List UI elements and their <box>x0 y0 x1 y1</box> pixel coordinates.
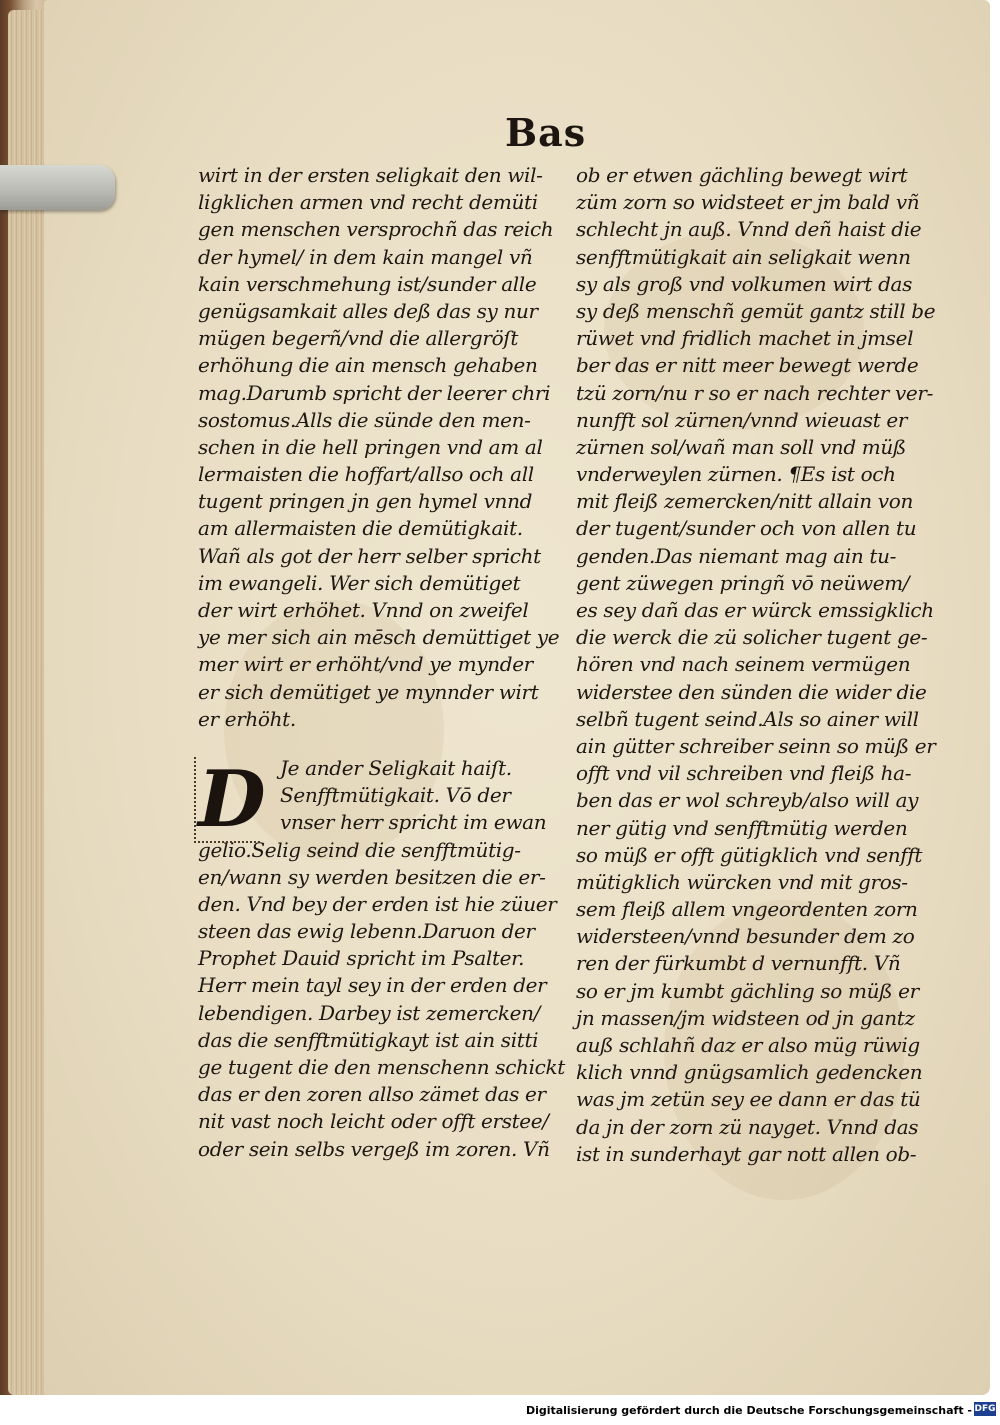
text-line: ob er etwen gächling bewegt wirt <box>576 163 908 187</box>
text-line: den. Vnd bey der erden ist hie züuer <box>198 891 557 916</box>
text-line: jn massen/jm widsteen od jn gantz <box>576 1005 915 1030</box>
text-line: ner gütig vnd senfftmütig werden <box>576 815 908 840</box>
text-line: auß schlahñ daz er also müg rüwig <box>576 1033 920 1057</box>
paragraph-1 <box>198 162 560 733</box>
text-line: offt vnd vil schreiben vnd fleiß ha- <box>576 761 912 786</box>
right-column <box>576 162 946 1168</box>
text-line: das die senfftmütigkayt ist ain sitti <box>198 1027 539 1052</box>
text-line: nit vast noch leicht oder offt erstee/ <box>198 1109 549 1134</box>
text-line: Prophet Dauid spricht im Psalter. <box>198 946 525 971</box>
text-line: sem fleiß allem vngeordenten zorn <box>576 897 918 922</box>
decorated-initial: D <box>198 753 266 845</box>
text-line: erhöhung die ain mensch gehaben <box>198 353 538 378</box>
bookmark-clip <box>0 165 115 210</box>
text-line: was jm zetün sey ee dann er das tü <box>576 1087 921 1112</box>
text-line: der hymel/ in dem kain mangel vñ <box>198 244 533 269</box>
text-line: rüwet vnd fridlich machet in jmsel <box>576 326 914 351</box>
text-line: mütigklich würcken vnd mit gros- <box>576 869 908 894</box>
text-line: widersteen/vnnd besunder dem zo <box>576 924 915 949</box>
text-line: en/wann sy werden besitzen die er- <box>198 864 546 889</box>
text-line: Herr mein tayl sey in der erden der <box>198 973 547 998</box>
text-line: die werck die zü solicher tugent ge- <box>576 625 928 650</box>
text-line: sostomus.Alls die sünde den men- <box>198 407 531 432</box>
text-line: Senfftmütigkait. Vō der <box>280 783 511 808</box>
text-line: genden.Das niemant mag ain tu- <box>576 543 897 568</box>
text-line: genügsamkait alles deß das sy nur <box>198 298 538 323</box>
text-line: das er den zoren allso zämet das er <box>198 1082 546 1107</box>
text-line: Je ander Seligkait haiſt. <box>280 755 512 780</box>
text-line: oder sein selbs vergeß im zoren. Vñ <box>198 1136 550 1161</box>
text-line: steen das ewig lebenn.Daruon der <box>198 919 535 944</box>
text-line: schlecht jn auß. Vnnd deñ haist die <box>576 217 922 242</box>
paragraph-gap <box>198 733 548 755</box>
text-line: am allermaisten die demütigkait. <box>198 516 523 541</box>
text-line: tugent pringen jn gen hymel vnnd <box>198 489 533 514</box>
text-line: ligklichen armen vnd recht demüti <box>198 190 538 215</box>
text-line: er sich demütiget ye mynnder wirt <box>198 679 539 704</box>
text-line: ge tugent die den menschenn schickt <box>198 1055 565 1079</box>
text-line: widerstee den sünden die wider die <box>576 679 927 704</box>
text-line: kain verschmehung ist/sunder alle <box>198 271 537 296</box>
text-line: mag.Darumb spricht der leerer chri <box>198 380 551 405</box>
text-line: der tugent/sunder och von allen tu <box>576 516 917 541</box>
text-line: ye mer sich ain mēsch demüttiget ye <box>198 625 560 650</box>
text-line: gelio.Selig seind die senfftmütig- <box>198 837 521 862</box>
text-line: sy als groß vnd volkumen wirt das <box>576 271 913 296</box>
text-line: ben das er wol schreyb/also will ay <box>576 788 919 813</box>
digitization-credit: Digitalisierung gefördert durch die Deutsche Forschungsgemeinschaft - <box>525 1404 972 1417</box>
left-column <box>198 162 565 1163</box>
text-line: ren der fürkumbt d vernunfft. Vñ <box>576 951 901 976</box>
text-line: wirt in der ersten seligkait den wil- <box>198 163 543 187</box>
text-line: im ewangeli. Wer sich demütiget <box>198 570 521 595</box>
text-line: ist in sunderhayt gar nott allen ob- <box>576 1141 917 1166</box>
text-line: klich vnnd gnügsamlich gedencken <box>576 1060 923 1085</box>
text-line: gent züwegen pringñ vō neüwem/ <box>576 570 910 595</box>
text-line: schen in die hell pringen vnd am al <box>198 434 543 459</box>
text-line: so er jm kumbt gächling so müß er <box>576 978 919 1003</box>
text-line: ain gütter schreiber seinn so müß er <box>576 733 936 758</box>
text-line: hören vnd nach seinem vermügen <box>576 652 911 677</box>
text-line: züm zorn so widsteet er jm bald vñ <box>576 190 920 215</box>
text-line: selbñ tugent seind.Als so ainer will <box>576 706 919 731</box>
paragraph-2 <box>198 753 565 1163</box>
text-line: mügen begerñ/vnd die allergröſt <box>198 326 519 351</box>
text-line: mer wirt er erhöht/vnd ye mynder <box>198 652 533 677</box>
text-line: ber das er nitt meer bewegt werde <box>576 353 919 378</box>
text-line: zürnen sol/wañ man soll vnd müß <box>576 434 906 459</box>
text-line: sy deß menschñ gemüt gantz still be <box>576 298 936 323</box>
text-line: vnser herr spricht im ewan <box>280 810 547 835</box>
running-head: Bas <box>505 110 587 155</box>
text-line: senfftmütigkait ain seligkait wenn <box>576 244 911 269</box>
text-line: nunfft sol zürnen/vnnd wieuast er <box>576 407 908 432</box>
text-line: lebendigen. Darbey ist zemercken/ <box>198 1000 541 1025</box>
text-line: er erhöht. <box>198 706 296 731</box>
text-line: es sey dañ das er würck emssigklich <box>576 598 934 622</box>
text-line: so müß er offt gütigklich vnd senfft <box>576 842 923 867</box>
text-line: lermaisten die hoffart/allso och all <box>198 462 534 487</box>
text-line: mit fleiß zemercken/nitt allain von <box>576 489 913 514</box>
text-line: der wirt erhöhet. Vnnd on zweifel <box>198 598 529 622</box>
text-line: Wañ als got der herr selber spricht <box>198 543 541 568</box>
text-line: gen menschen versprochñ das reich <box>198 217 554 242</box>
text-line: vnderweylen zürnen. ¶Es ist och <box>576 462 896 487</box>
dfg-logo-icon: DFG <box>974 1404 996 1414</box>
text-line: tzü zorn/nu r so er nach rechter ver- <box>576 380 934 405</box>
text-line: da jn der zorn zü nayget. Vnnd das <box>576 1114 919 1139</box>
